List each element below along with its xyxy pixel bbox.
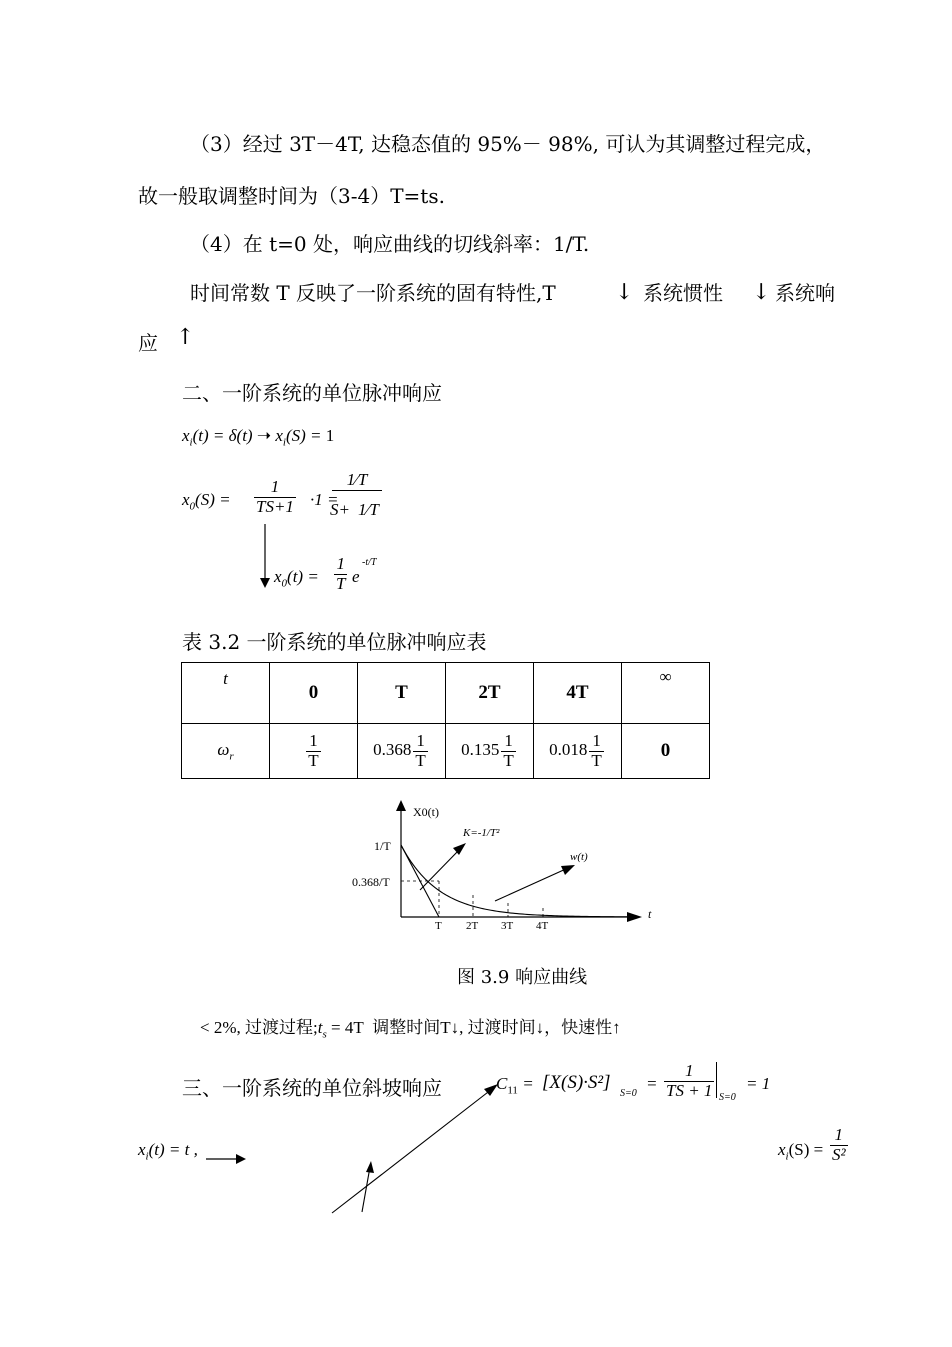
up-arrow-small-icon bbox=[366, 1161, 374, 1173]
paragraph-line-4a: 时间常数 T 反映了一阶系统的固有特性,T bbox=[190, 281, 556, 305]
equation-impulse-input: $x_i(t) = \delta(t)$ ➝ $x_i(S) = 1$ bbox=[182, 426, 335, 449]
y-axis-label: X0(t) bbox=[413, 805, 439, 819]
y-tick-label: 0.368/T bbox=[352, 875, 390, 889]
response-curve bbox=[401, 845, 635, 917]
equation-c11: $C_{11}$ = [X(S)·S²] S=0 = $\frac{1}{TS + 1}$ S=0 = 1 bbox=[496, 1061, 771, 1103]
slope-arrow-head-icon bbox=[453, 843, 466, 855]
paragraph-line-3: （4）在 t=0 处，响应曲线的切线斜率：1/T. bbox=[190, 232, 590, 256]
paragraph-line-4b: 系统惯性 bbox=[643, 281, 723, 305]
curve-pointer-arrow bbox=[495, 868, 568, 901]
table-cell: $\frac{1}{T}$ bbox=[308, 730, 319, 770]
down-arrow-icon: ↓ bbox=[615, 280, 634, 305]
paragraph-line-5: 应 bbox=[138, 331, 158, 355]
impulse-response-table bbox=[181, 662, 710, 779]
x-tick-label: T bbox=[435, 920, 442, 932]
curve-label: w(t) bbox=[570, 851, 588, 863]
up-arrow-icon: ↑ bbox=[176, 325, 195, 350]
y-tick-label: 1/T bbox=[374, 839, 391, 853]
x-tick-label: 3T bbox=[501, 920, 514, 932]
header-cell: ∞ bbox=[659, 667, 672, 686]
table-cell: 0.135 $\frac{1}{T}$ bbox=[461, 730, 514, 770]
derivation-arrow bbox=[258, 524, 274, 590]
equation-ramp-input: $x_i(t) = t$ , bbox=[138, 1140, 198, 1163]
header-cell: 0 bbox=[308, 682, 319, 703]
table-cell: 0 bbox=[660, 740, 671, 761]
header-cell: t bbox=[223, 669, 228, 688]
table-cell: 0.018 $\frac{1}{T}$ bbox=[549, 730, 602, 770]
section-heading-2: 二、一阶系统的单位脉冲响应 bbox=[182, 381, 442, 405]
settling-note: < 2%, 过渡过程$;t_s = 4T$ 调整时间T↓, 过渡时间↓，快速性↑ bbox=[200, 1018, 621, 1041]
x-tick-label: 2T bbox=[466, 920, 479, 932]
right-arrow-icon bbox=[206, 1152, 248, 1166]
table-caption: 表 3.2 一阶系统的单位脉冲响应表 bbox=[182, 630, 487, 654]
curve-pointer-arrow-head-icon bbox=[561, 865, 575, 875]
y-axis-arrow-icon bbox=[396, 800, 406, 811]
figure-caption: 图 3.9 响应曲线 bbox=[457, 967, 588, 988]
diagonal-arrow bbox=[320, 1080, 510, 1220]
x-tick-label: 4T bbox=[536, 920, 549, 932]
slope-label: K=-1/T² bbox=[463, 827, 500, 839]
section-heading-3: 三、一阶系统的单位斜坡响应 bbox=[182, 1076, 442, 1100]
slope-arrow bbox=[420, 849, 460, 890]
header-cell: T bbox=[395, 682, 408, 703]
paragraph-line-1: （3）经过 3T－4T, 达稳态值的 95%－ 98%, 可认为其调整过程完成， bbox=[190, 132, 826, 156]
equation-ramp-laplace: $x_i(S)$ = $\frac{1}{\text{S²}}$ bbox=[778, 1125, 846, 1164]
paragraph-line-4c: 系统响 bbox=[775, 281, 835, 305]
row-label: $\omega_r$ bbox=[217, 739, 234, 763]
paragraph-line-2: 故一般取调整时间为（3-4）T=ts. bbox=[138, 184, 445, 208]
response-curve-figure bbox=[340, 795, 670, 945]
table-cell: 0.368 $\frac{1}{T}$ bbox=[373, 730, 426, 770]
down-arrow-icon: ↓ bbox=[752, 280, 771, 305]
x-axis-label: t bbox=[648, 907, 652, 921]
header-cell: 4T bbox=[566, 682, 589, 703]
header-cell: 2T bbox=[478, 682, 501, 703]
